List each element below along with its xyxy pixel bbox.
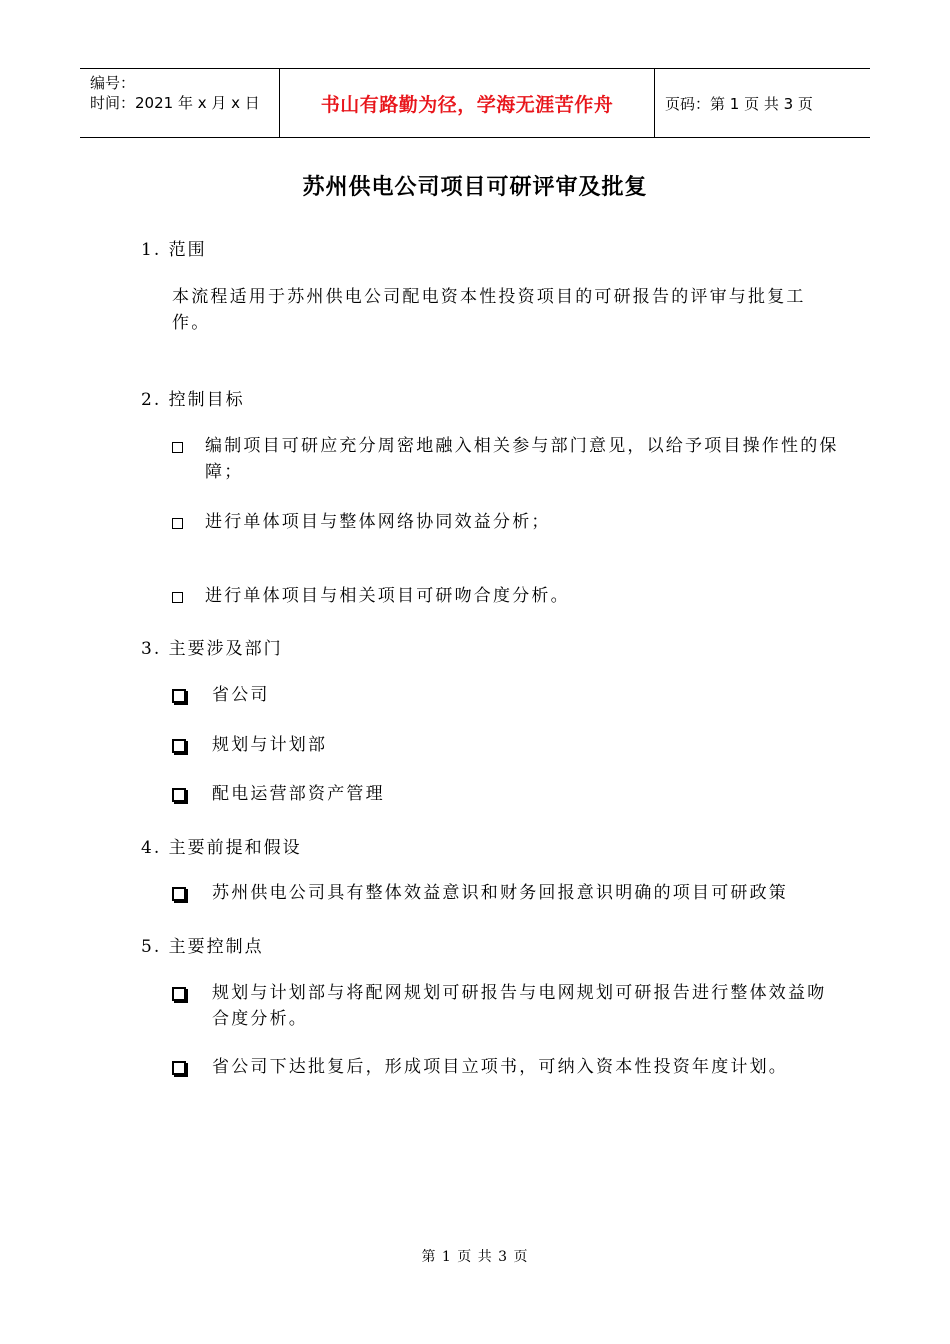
document-header	[80, 68, 870, 138]
checkbox-bullet-icon	[172, 592, 183, 603]
list-item-text: 苏州供电公司具有整体效益意识和财务回报意识明确的项目可研政策	[212, 883, 788, 903]
list-item-text: 编制项目可研应充分周密地融入相关参与部门意见，以给予项目操作性的保障；	[205, 436, 839, 482]
number-label: 编号：	[90, 74, 136, 92]
list-item-text: 配电运营部资产管理	[212, 784, 385, 804]
list-item-text: 省公司	[212, 685, 270, 705]
checkbox-bullet-icon	[172, 739, 186, 753]
header-meta	[80, 69, 280, 137]
list-item-text: 进行单体项目与整体网络协同效益分析；	[205, 512, 551, 532]
header-motto: 书山有路勤为径，学海无涯苦作舟	[280, 69, 655, 137]
list-item	[170, 880, 840, 906]
scope-paragraph: 本流程适用于苏州供电公司配电资本性投资项目的可研报告的评审与批复工作。	[172, 287, 806, 333]
list-item	[170, 980, 840, 1032]
checkbox-bullet-icon	[172, 887, 186, 901]
section-heading-control-objectives: 2. 控制目标	[141, 390, 245, 410]
section-heading-scope: 1. 范围	[141, 240, 207, 260]
checkbox-bullet-icon	[172, 518, 183, 529]
list-item	[170, 732, 840, 758]
list-item	[170, 583, 840, 609]
list-item	[170, 781, 840, 807]
checkbox-bullet-icon	[172, 987, 186, 1001]
header-page-number: 页码：第 1 页 共 3 页	[665, 94, 813, 113]
list-item	[170, 682, 840, 708]
checkbox-bullet-icon	[172, 788, 186, 802]
time-label: 时间：2021 年 x 月 x 日	[90, 94, 260, 112]
checkbox-bullet-icon	[172, 1061, 186, 1075]
list-item	[170, 433, 840, 485]
list-item-text: 规划与计划部与将配网规划可研报告与电网规划可研报告进行整体效益吻合度分析。	[212, 983, 827, 1029]
page-footer: 第 1 页 共 3 页	[421, 1249, 529, 1265]
checkbox-bullet-icon	[172, 442, 183, 453]
section-heading-control-points: 5. 主要控制点	[141, 937, 264, 957]
list-item-text: 省公司下达批复后，形成项目立项书，可纳入资本性投资年度计划。	[212, 1057, 788, 1077]
list-item	[170, 509, 840, 535]
list-item	[170, 1054, 840, 1080]
list-item-text: 规划与计划部	[212, 735, 328, 755]
section-heading-departments: 3. 主要涉及部门	[141, 639, 283, 659]
document-title: 苏州供电公司项目可研评审及批复	[302, 175, 648, 200]
section-heading-assumptions: 4. 主要前提和假设	[141, 838, 302, 858]
checkbox-bullet-icon	[172, 689, 186, 703]
list-item-text: 进行单体项目与相关项目可研吻合度分析。	[205, 586, 570, 606]
